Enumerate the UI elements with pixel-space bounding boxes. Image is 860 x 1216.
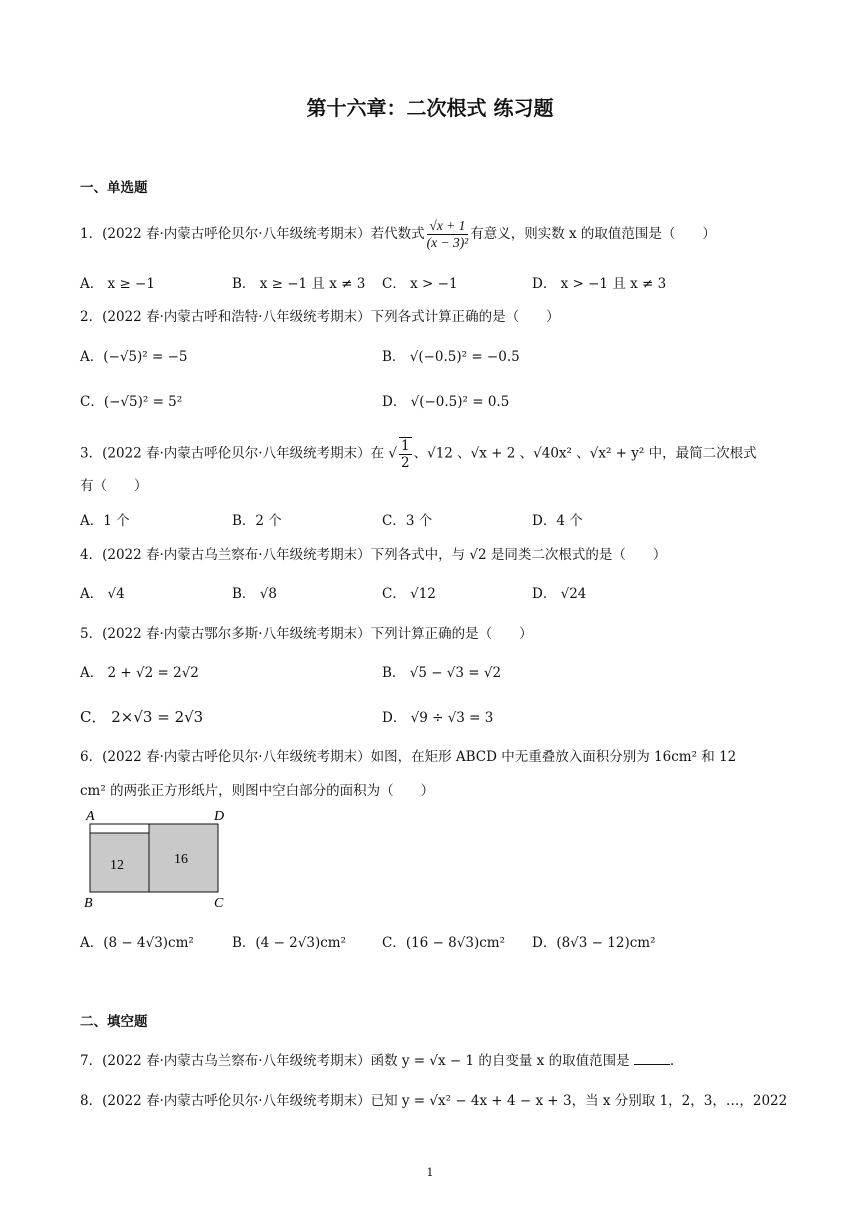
q6-option-b: B．(4 − 2√3)cm²	[232, 935, 346, 951]
q4-option-d: D． √24	[532, 586, 587, 602]
q5-option-b: B． √5 − √3 = √2	[382, 665, 502, 681]
q7-suffix: .	[669, 1053, 675, 1069]
q3-line2: 有（ ）	[80, 478, 148, 494]
q6-option-a: A．(8 − 4√3)cm²	[80, 935, 194, 951]
q6-option-d: D．(8√3 − 12)cm²	[532, 935, 656, 951]
q3-list: 、√12 、√x + 2 、√40x² 、√x² + y² 中，最简二次根式	[413, 445, 757, 462]
q1-option-a: A． x ≥ −1	[80, 276, 155, 292]
q1-denominator: (x − 3)²	[426, 235, 469, 250]
q1-prefix: 1．(2022 春·内蒙古呼伦贝尔·八年级统考期末）若代数式	[80, 226, 425, 242]
q3-option-a: A．1 个	[80, 513, 130, 529]
q3-option-d: D．4 个	[532, 513, 583, 529]
question-7	[80, 1049, 674, 1069]
square-12-label: 12	[110, 858, 124, 873]
square-16-label: 16	[174, 852, 188, 867]
question-3	[80, 437, 757, 471]
vertex-a-label: A	[86, 809, 95, 824]
page-number: 1	[426, 1166, 434, 1179]
q1-numerator: √x + 1	[427, 218, 469, 235]
q2-option-b: B． √(−0.5)² = −0.5	[382, 349, 520, 365]
q1-suffix: 有意义，则实数 x 的取值范围是（ ）	[470, 226, 716, 242]
section-heading-single-choice: 一、单选题	[80, 180, 148, 196]
question-2: 2．(2022 春·内蒙古呼和浩特·八年级统考期末）下列各式计算正确的是（ ）	[80, 309, 560, 325]
q5-option-d: D． √9 ÷ √3 = 3	[382, 710, 494, 726]
answer-blank[interactable]	[634, 1064, 670, 1065]
q7-prefix: 7．(2022 春·内蒙古乌兰察布·八年级统考期末）函数 y = √x − 1 的自变量 x 的取值范围是	[80, 1053, 630, 1069]
question-6-line1: 6．(2022 春·内蒙古呼伦贝尔·八年级统考期末）如图，在矩形 ABCD 中无重叠放入面积分别为 16cm² 和 12	[80, 749, 737, 765]
q1-fraction	[427, 218, 469, 251]
q3-half-fraction: $\frac{1}{2}$	[401, 438, 410, 471]
page-title: 第十六章：二次根式 练习题	[306, 96, 554, 120]
sqrt-sign: √	[388, 445, 397, 462]
q3-option-c: C．3 个	[382, 513, 433, 529]
q4-option-b: B． √8	[232, 586, 277, 602]
q1-option-c: C． x > −1	[382, 276, 458, 292]
vertex-c-label: C	[214, 896, 224, 911]
q3-prefix: 3．(2022 春·内蒙古呼伦贝尔·八年级统考期末）在	[80, 445, 385, 462]
q2-option-a: A．(−√5)² = −5	[80, 349, 188, 365]
q2-option-c: C．(−√5)² = 5²	[80, 394, 183, 410]
q3-option-b: B．2 个	[232, 513, 282, 529]
vertex-b-label: B	[84, 896, 93, 911]
question-8: 8．(2022 春·内蒙古呼伦贝尔·八年级统考期末）已知 y = √x² − 4x + 4 − x + 3，当 x 分别取 1，2，3，…，2022	[80, 1093, 788, 1109]
rectangle-abcd-figure	[80, 806, 240, 912]
question-1	[80, 218, 716, 251]
q5-option-a: A． 2 + √2 = 2√2	[80, 665, 199, 681]
q1-option-b: B． x ≥ −1 且 x ≠ 3	[232, 276, 366, 292]
q5-option-c: C． 2×√3 = 2√3	[80, 708, 204, 726]
section-heading-fill-blank: 二、填空题	[80, 1014, 148, 1030]
q1-option-d: D． x > −1 且 x ≠ 3	[532, 276, 667, 292]
question-5: 5．(2022 春·内蒙古鄂尔多斯·八年级统考期末）下列计算正确的是（ ）	[80, 626, 533, 642]
question-4: 4．(2022 春·内蒙古乌兰察布·八年级统考期末）下列各式中，与 √2 是同类二次根式的是（ ）	[80, 547, 667, 563]
q2-option-d: D． √(−0.5)² = 0.5	[382, 394, 510, 410]
vertex-d-label: D	[214, 809, 225, 824]
q4-option-a: A． √4	[80, 586, 125, 602]
q6-option-c: C．(16 − 8√3)cm²	[382, 935, 505, 951]
q4-option-c: C． √12	[382, 586, 436, 602]
question-6-line2: cm² 的两张正方形纸片，则图中空白部分的面积为（ ）	[80, 783, 435, 799]
